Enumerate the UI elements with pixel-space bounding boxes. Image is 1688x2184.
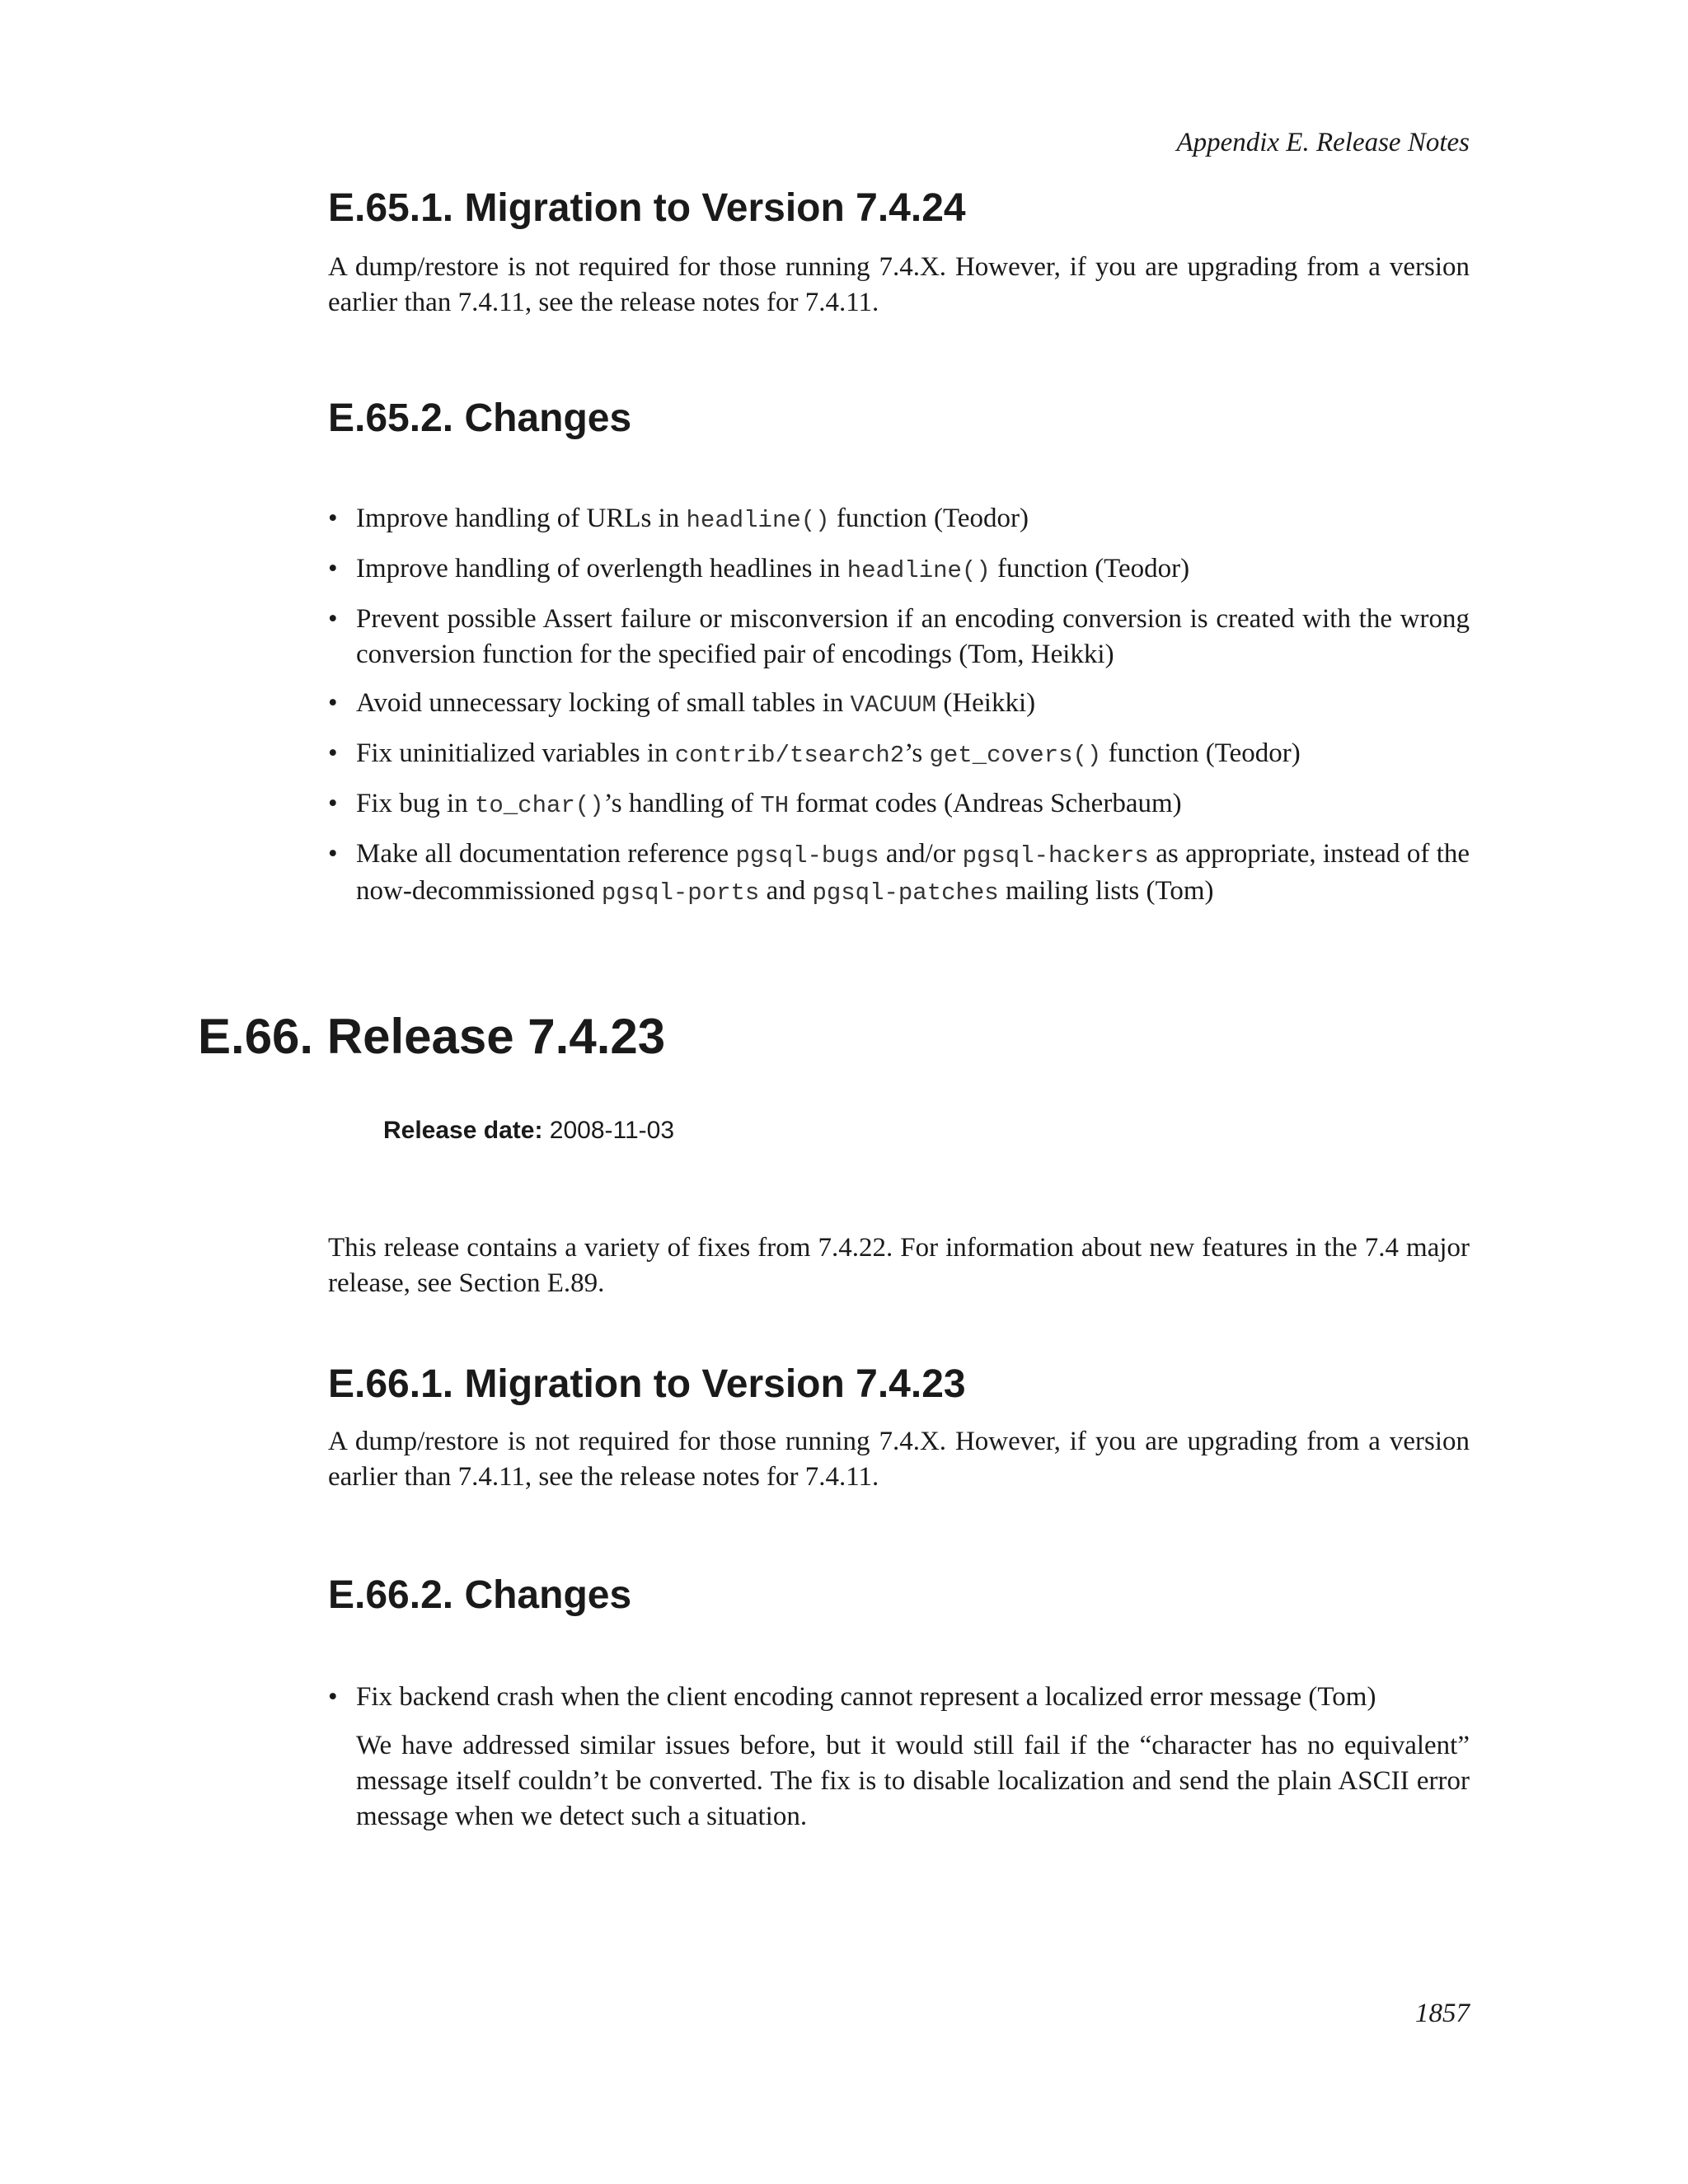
inline-code: TH [760,792,790,819]
list-item: • Fix uninitialized variables in contrib/tsearch2’s get_covers() function (Teodor) [328,736,1470,773]
heading-e66: E.66. Release 7.4.23 [198,1009,666,1064]
inline-code: pgsql-patches [812,879,999,907]
bullet-glyph: • [328,789,338,818]
page-number: 1857 [1415,1999,1470,2028]
inline-code: to_char() [474,792,604,819]
inline-code: pgsql-bugs [735,842,879,869]
paragraph-e66-intro: This release contains a variety of fixes from 7.4.22. For information about new features in the 7.4 major release, see Section E.89. [328,1233,1470,1298]
bullet-glyph: • [328,738,338,768]
release-date-label: Release date: [383,1117,543,1144]
bullet-glyph: • [328,554,338,583]
list-item [328,1680,1470,1835]
paragraph-e66-1: A dump/restore is not required for those running 7.4.X. However, if you are upgrading from a version earlier than 7.4.11, see the release notes for 7.4.11. [328,1427,1470,1492]
bullet-glyph: • [328,604,338,634]
heading-e66-2: E.66.2. Changes [328,1573,632,1617]
list-item: • Improve handling of overlength headlines in headline() function (Teodor) [328,551,1470,588]
inline-code: get_covers() [929,742,1102,769]
heading-e65-1: E.65.1. Migration to Version 7.4.24 [328,186,966,230]
inline-code: pgsql-hackers [962,842,1149,869]
list-item: • Prevent possible Assert failure or misconversion if an encoding conversion is created with the wrong conversion function for the specified pair of encodings (Tom, Heikki) [328,602,1470,673]
release-date [383,1117,674,1145]
list-item: • Fix bug in to_char()’s handling of TH format codes (Andreas Scherbaum) [328,786,1470,823]
list-item-text: Fix backend crash when the client encoding cannot represent a localized error message (Tom) [356,1682,1376,1712]
list-item: • Avoid unnecessary locking of small tables in VACUUM (Heikki) [328,686,1470,723]
list-item: • Make all documentation reference pgsql-bugs and/or pgsql-hackers as appropriate, instead of the now-decommissioned pgsql-ports and pgsql-patches mailing lists (Tom) [328,837,1470,911]
bullet-glyph: • [328,839,338,869]
list-item-detail: We have addressed similar issues before, but it would still fail if the “character has no equivalent” message itself couldn’t be converted. The fix is to disable localization and send the plain ASCII error message when we detect such a situation. [356,1731,1470,1831]
bullet-glyph: • [328,1682,338,1712]
list-item: • Improve handling of URLs in headline() function (Teodor) [328,501,1470,538]
inline-code: headline() [686,507,830,534]
heading-e65-2: E.65.2. Changes [328,396,632,440]
inline-code: VACUUM [850,691,937,719]
bullet-glyph: • [328,688,338,718]
heading-e66-1: E.66.1. Migration to Version 7.4.23 [328,1362,966,1406]
inline-code: contrib/tsearch2 [674,742,905,769]
release-date-value: 2008-11-03 [549,1117,675,1144]
changes-list-e66-2 [328,1680,1470,1848]
running-header: Appendix E. Release Notes [1176,128,1470,157]
inline-code: pgsql-ports [601,879,760,907]
inline-code: headline() [846,557,991,584]
bullet-glyph: • [328,504,338,533]
paragraph-e65-1: A dump/restore is not required for those running 7.4.X. However, if you are upgrading from a version earlier than 7.4.11, see the release notes for 7.4.11. [328,252,1470,317]
changes-list-e65-2 [328,501,1470,924]
